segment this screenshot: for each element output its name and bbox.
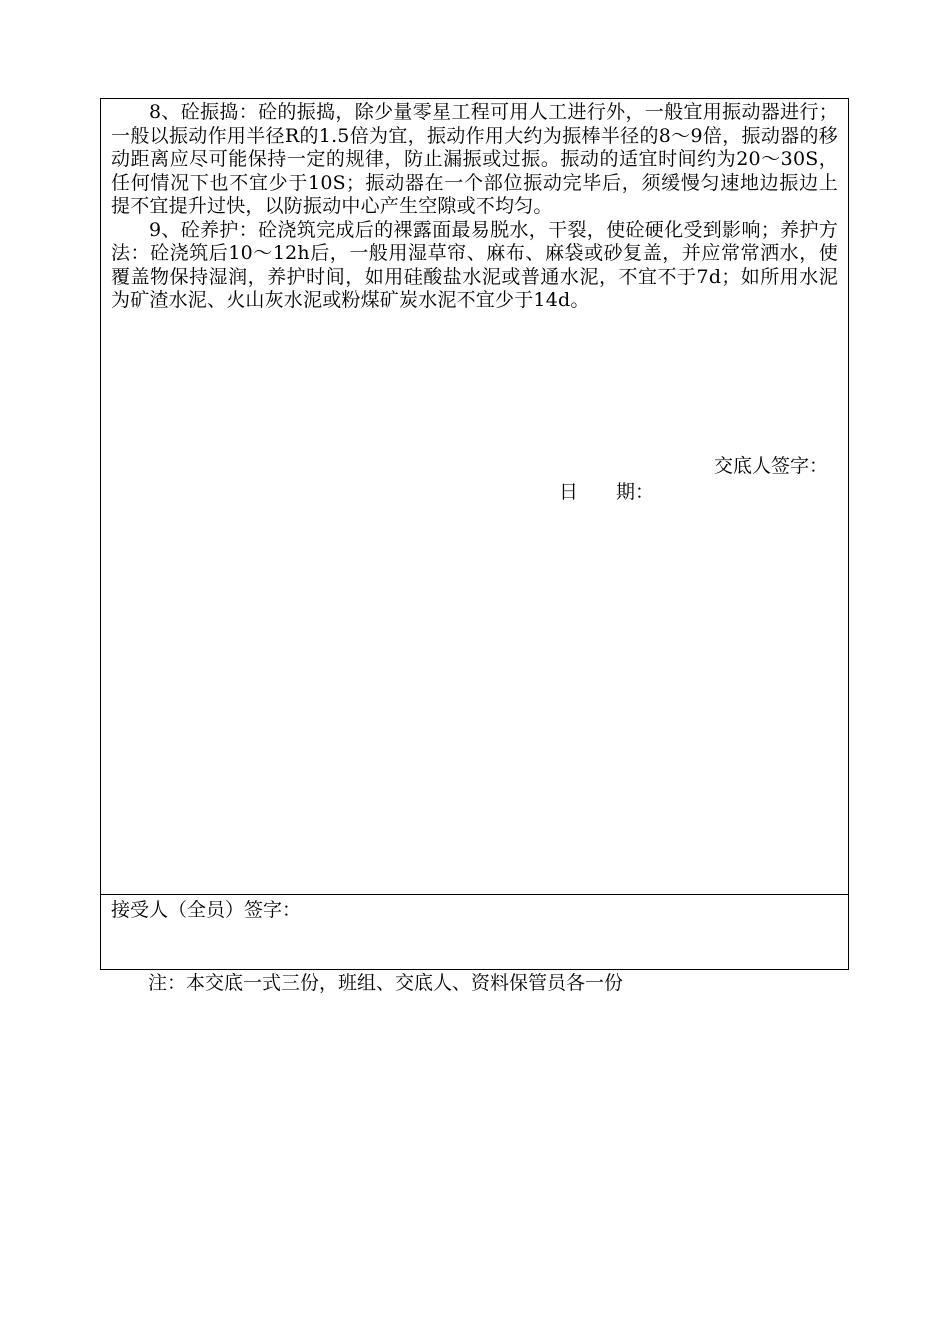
receiver-signature-label: 接受人（全员）签字：	[111, 899, 302, 921]
footnote: 注：本交底一式三份，班组、交底人、资料保管员各一份	[148, 972, 624, 994]
handover-signature-label: 交底人签字：	[713, 455, 828, 477]
handover-form-table	[100, 98, 849, 970]
receiver-signature-cell	[101, 895, 848, 969]
handover-signature-block	[714, 453, 828, 479]
content-cell	[101, 99, 848, 895]
paragraph-vibration: 8、砼振捣：砼的振捣，除少量零星工程可用人工进行外，一般宜用振动器进行；一般以振动作用半径R的1.5倍为宜，振动作用大约为振棒半径的8～9倍，振动器的移动距离应尽可能保持一定的规律，防止漏振或过振。振动的适宜时间约为20～30S，任何情况下也不宜少于10S；振动器在一个部位振动完毕后，须缓慢匀速地边振边上提不宜提升过快，以防振动中心产生空隙或不均匀。	[111, 101, 838, 217]
paragraph-curing: 9、砼养护：砼浇筑完成后的裸露面最易脱水，干裂，使砼硬化受到影响；养护方法：砼浇筑后10～12h后，一般用湿草帘、麻布、麻袋或砂复盖，并应常常洒水，使覆盖物保持湿润，养护时间，如用硅酸盐水泥或普通水泥，不宜不于7d；如所用水泥为矿渣水泥、火山灰水泥或粉煤矿炭水泥不宜少于14d。	[111, 218, 838, 311]
date-label: 日 期：	[559, 481, 655, 503]
